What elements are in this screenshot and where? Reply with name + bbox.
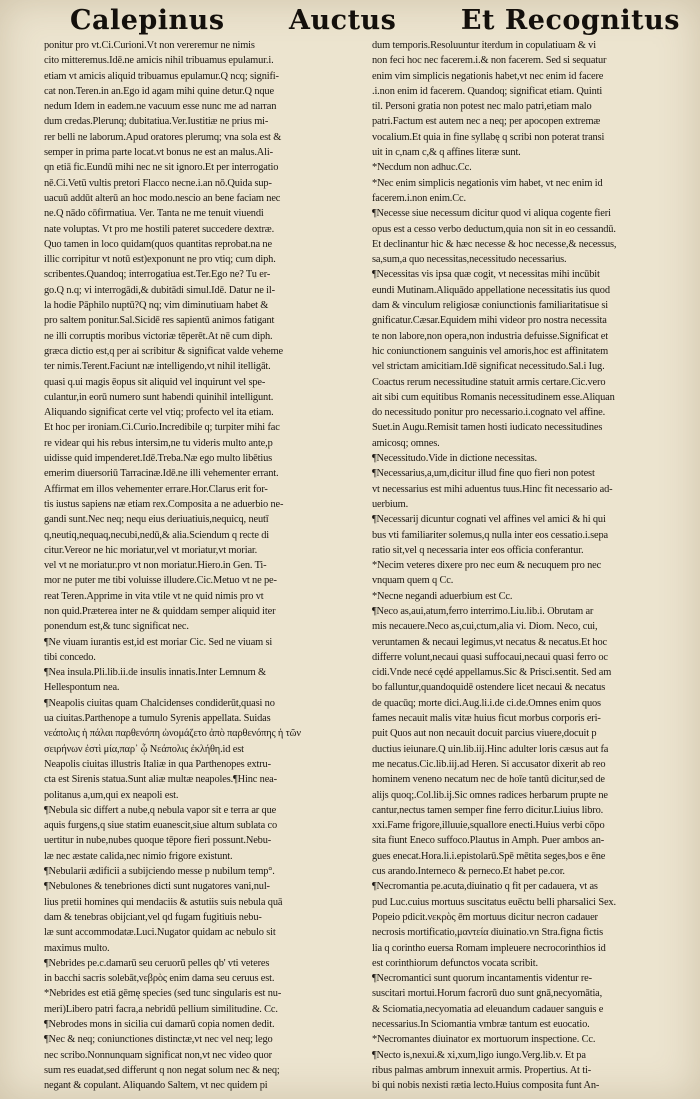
text-line: ¶Necessitas vis ipsa quæ cogit, vt necessitas mihi incūbit bbox=[372, 269, 600, 281]
text-line: ponitur pro vt.Ci.Curioni.Vt non vereremur ne nimis bbox=[44, 40, 255, 51]
text-line: Coactus rerum necessitudine statuit armis certare.Cic.vero bbox=[372, 376, 606, 388]
text-line: culantur,in eorū numero sunt habendi quinihil intelligunt. bbox=[44, 391, 274, 403]
text-line: ne.Q nādo cōfirmatiua. Ver. Tanta ne me tenuit viuendi bbox=[44, 208, 264, 220]
text-line: ratio sit,vel q necessaria inter eos officia conferantur. bbox=[372, 544, 584, 556]
text-line: vel vt ne moriatur.pro vt non moriatur.Hiero.in Gen. Ti- bbox=[44, 560, 267, 572]
text-line: νεάπολις ἡ πάλαι παρθενόπη ὠνομάζετο ἀπὸ παρθενόπης ἡ τῶν bbox=[44, 728, 301, 740]
text-line: Quo tamen in loco quidam(quos quantitas reprobat.na ne bbox=[44, 238, 272, 250]
text-line: pud Luc.cuius mortuus suscitatus euēctu belli pharsalici Sex. bbox=[372, 896, 616, 908]
text-line: cat non.Teren.in an.Ego id agam mihi quine detur.Q nque bbox=[44, 85, 274, 97]
text-line: la hodie Pāphilo nuptū?Q nq; vim diminutiuam habet & bbox=[44, 300, 269, 312]
text-line: citur.Vereor ne hic moriatur,vel vt moriatur,vt moriar. bbox=[44, 544, 258, 556]
text-line: go.Q n.q; vi interrogādi,& dubitādi simul.Idē. Datur ne il- bbox=[44, 284, 275, 296]
text-line: gnificatur.Cæsar.Equidem mihi videor pro nostra necessita bbox=[372, 315, 607, 327]
text-line: ductius ieiunare.Q uin.lib.iij.Hinc adulter loris cæsus aut fa bbox=[372, 743, 609, 755]
text-line: aquis furgens,q siue statim euanescit,siue altum sublata co bbox=[44, 820, 278, 832]
text-line: meri)Libero patri facra,a nebridū pellium similitudine. Cc. bbox=[44, 1003, 278, 1015]
text-line: xxi.Fame frigore,illuuie,squallore enecti.Huius verbi cōpo bbox=[372, 820, 605, 832]
text-line: ¶Necessitudo.Vide in dictione necessitas. bbox=[372, 453, 538, 465]
text-line: dam & vinculum religiosæ coniunctionis familiaritatisue si bbox=[372, 300, 609, 312]
text-line: σειρήνων ἐστὶ μία,παρ᾽ ᾧ Νεάπολις ἐκλήθη.id est bbox=[44, 743, 244, 755]
text-line: nec scribo.Nonnunquam significat non,vt nec video quor bbox=[44, 1049, 272, 1061]
text-line: cito mitteremus.Idē.ne amicis nihil tribuamus epulamur.i. bbox=[44, 55, 274, 67]
text-line: ¶Nebrodes mons in sicilia cui damarū copia nomen dedit. bbox=[44, 1019, 275, 1030]
text-line: non quid.Præterea inter ne & quiddam semper aliquid iter bbox=[44, 605, 276, 617]
text-line: *Nebrides est etiā gēmę species (sed tunc singularis est nu- bbox=[44, 988, 282, 1000]
text-line: Neapolis ciuitas illustris Italiæ in qua Parthenopes extru- bbox=[44, 758, 271, 770]
text-line: ¶Neco as,aui,atum,ferro interrimo.Liu.lib.i. Obrutam ar bbox=[372, 605, 594, 617]
text-line: Affirmat em illos vehementer errare.Hor.Clarus erit for- bbox=[44, 483, 268, 495]
text-line: ponendum est,& tunc significat nec. bbox=[44, 621, 189, 633]
header-left: Calepinus bbox=[70, 5, 225, 36]
text-line: mor ne puter me tibi voluisse illudere.Cic.Metuo vt ne pe- bbox=[44, 575, 277, 587]
text-line: græca dictio est,q per ai scribitur & significat valde veheme bbox=[44, 345, 283, 357]
text-line: do necessitudo ponitur pro necessario.i.cognato vel affine. bbox=[372, 407, 606, 419]
text-columns bbox=[44, 38, 680, 1092]
text-line: cidi.Vnde necé cędé appellamus.Sic & Prisci.sentit. Sed am bbox=[372, 667, 612, 679]
text-line: te non labore,non opera,non industria defuisse.Significat et bbox=[372, 330, 608, 342]
text-line: etiam vt amicis aliquid tribuamus epulamur.Q ncq; signifi- bbox=[44, 70, 279, 82]
text-line: opus est a cesso verbo deductum,quia non sit in eo cessandū. bbox=[372, 223, 616, 235]
text-line: lia q corintho euersa Romam impleuere necrocorinthios id bbox=[372, 942, 606, 954]
text-line: *Necromantes diuinator ex mortuorum inspectione. Cc. bbox=[372, 1034, 596, 1046]
text-line: ¶Nebulones & tenebriones dicti sunt nugatores vani,nul- bbox=[44, 881, 270, 893]
text-line: in bacchi sacris solebāt,νεβρὸς enim dama seu ceruus est. bbox=[44, 973, 275, 985]
text-line: *Nec enim simplicis negationis vim habet, vt nec enim id bbox=[372, 177, 603, 189]
text-line: Et hoc per ironiam.Ci.Curio.Incredibile q; turpiter mihi fac bbox=[44, 422, 280, 434]
text-line: Et declinantur hic & hæc necesse & hoc necesse,& necessus, bbox=[372, 238, 617, 250]
text-line: facerem.i.non enim.Cc. bbox=[372, 192, 466, 204]
text-line: Hellespontum nea. bbox=[44, 682, 120, 694]
text-line: scribentes.Quandoq; interrogatiua est.Ter.Ego ne? Tu er- bbox=[44, 269, 271, 281]
text-line: hic coniunctionem sanguinis vel amoris,hoc est affinitatem bbox=[372, 345, 609, 357]
running-header bbox=[70, 0, 680, 38]
text-line: mis necauere.Neco as,cui,ctum,alia vi. Diom. Neco, cui, bbox=[372, 621, 598, 633]
text-line: negant & copulant. Aliquando Saltem, vt nec quidem pi bbox=[44, 1080, 268, 1092]
text-line: de quacūq; morte dici.Aug.li.i.de ci.de.Omnes enim quos bbox=[372, 697, 601, 709]
text-line: ¶Necessarius,a,um,dicitur illud fine quo fieri non potest bbox=[372, 468, 595, 480]
text-line: bo falluntur,quandoquidē ostendere licet necaui & necatus bbox=[372, 682, 606, 694]
text-line: dum credas.Plerunq; dubitatiua.Ver.Iustitiæ ne prius mi- bbox=[44, 116, 269, 128]
text-line: ¶Necromantia pe.acuta,diuinatio q fit per cadauera, vt as bbox=[372, 881, 598, 893]
text-line: alijs quoq;.Col.lib.ij.Sic omnes radices herbarum prupte ne bbox=[372, 789, 608, 801]
text-line: læ sunt accommodatæ.Luci.Nugator quidam ac nebulo sit bbox=[44, 927, 276, 939]
text-line: *Necim veteres dixere pro nec eum & necuquem pro nec bbox=[372, 560, 602, 572]
text-line: politanus a,um,qui ex neapoli est. bbox=[44, 789, 179, 801]
right-column bbox=[372, 38, 680, 1092]
text-line: nate voluptas. Vt pro me hostili pateret succedere dextræ. bbox=[44, 223, 275, 235]
text-line: læ nec æstate calida,nec nimio frigore existunt. bbox=[44, 850, 233, 862]
text-line: Aliquando significat certe vel vtiq; profecto vel ita etiam. bbox=[44, 407, 274, 419]
text-line: ¶Necto is,nexui.& xi,xum,ligo iungo.Verg.lib.v. Et pa bbox=[372, 1049, 586, 1061]
text-line: me necatus.Cic.lib.iij.ad Heren. Si accusator dixerit ab reo bbox=[372, 758, 606, 770]
text-line: ¶Ne viuam iurantis est,id est moriar Cic. Sed ne viuam si bbox=[44, 636, 273, 648]
text-line: enim vim simplicis negationis habet,vt nec enim id facere bbox=[372, 70, 604, 82]
text-line: bi qui nobis nexisti rætia lecto.Huius composita funt An- bbox=[372, 1080, 600, 1092]
text-line: uit in c,nam c,& q affines literæ sunt. bbox=[372, 147, 521, 159]
text-line: illic corripitur vt notū est)exponunt ne pro vtiq; cum diph. bbox=[44, 254, 276, 266]
text-line: ne illi corruptis moribus victoriæ tēperēt.At nē cum diph. bbox=[44, 330, 273, 342]
text-line: sum res euadat,sed differunt q non negat solum nec & neq; bbox=[44, 1064, 280, 1076]
text-line: eundi Mutinam.Aliquādo appellatione necessitatis ius quod bbox=[372, 284, 610, 296]
text-line: dam & tenebras obijciant,vel qd fugam fugitiuis nebu- bbox=[44, 911, 262, 923]
left-column bbox=[44, 38, 352, 1092]
text-line: ¶Neapolis ciuitas quam Chalcidenses condiderūt,quasi no bbox=[44, 697, 275, 709]
header-middle: Auctus bbox=[289, 5, 397, 36]
text-line: ait sibi cum equitibus Romanis necessitudinem esse.Aliquan bbox=[372, 391, 615, 403]
text-line: hominem veneno necatum nec de hoīe tantū dicitur,sed de bbox=[372, 774, 605, 786]
text-line: tis iustus sapiens næ etiam rex.Composita a ne aduerbio ne- bbox=[44, 498, 284, 510]
text-line: ¶Nebularii ædificii a subijciendo messe p nubilum temp°. bbox=[44, 866, 275, 878]
text-line: uertitur in nube,nubes quoque tēpore fieri possunt.Nebu- bbox=[44, 835, 272, 847]
text-line: vt necessarius est mihi aduentus tuus.Hinc fit necessario ad- bbox=[372, 483, 613, 495]
text-line: ¶Nebula sic differt a nube,q nebula vapor sit e terra ar que bbox=[44, 804, 277, 816]
text-line: ter nimis.Terent.Faciunt næ intelligendo,vt nihil itelligāt. bbox=[44, 361, 271, 373]
text-line: re videar qui his rebus intersim,ne tu videris multo ante,p bbox=[44, 437, 273, 449]
text-line: necessarius.In Sciomantia vmbræ tantum est euocatio. bbox=[372, 1019, 590, 1030]
text-line: semper in prima parte locat.vt bonus ne est an malus.Ali- bbox=[44, 147, 273, 159]
text-line: q,neutiq,nequaq,necubi,nedū,& alia.Sciendum q recte di bbox=[44, 529, 270, 541]
text-line: bus vti familiariter solemus,q nulla inter eos cessatio.i.sepa bbox=[372, 529, 608, 541]
text-line: .i.non enim id facerem. Quandoq; significat etiam. Quinti bbox=[372, 85, 603, 97]
text-line: ua ciuitas.Parthenope a tumulo Syrenis appellata. Suidas bbox=[44, 713, 271, 725]
text-line: cus arando.Interneco & perneco.Et habet pe.cor. bbox=[372, 866, 565, 878]
text-line: & Sciomatia,necyomatia ad eleuandum cadauer sanguis e bbox=[372, 1003, 604, 1015]
text-line: ribus palmas ambrum innexuit armis. Propertius. At ti- bbox=[372, 1064, 592, 1076]
text-line: qn etiā fic.Eundū mihi nec ne sit ignoro.Et per interrogatio bbox=[44, 162, 279, 174]
text-line: vocalium.Et quia in fine syllabę q scribi non poterat transi bbox=[372, 131, 605, 143]
text-line: gandi sunt.Nec neq; nequ eius deriuatiuis,nequicq, neutī bbox=[44, 514, 269, 526]
text-line: Suet.in Augu.Remisit tamen hosti iudicato necessitudines bbox=[372, 422, 603, 434]
text-line: sita fiunt Eneco suffoco.Plautus in Amph. Puer ambos an- bbox=[372, 835, 605, 847]
text-line: ¶Nea insula.Pli.lib.ii.de insulis innatis.Inter Lemnum & bbox=[44, 667, 266, 679]
text-line: pro saltem ponitur.Sal.Sicidē res sapientū animos fatigant bbox=[44, 315, 275, 327]
text-line: ¶Nebrides pe.c.damarū seu ceruorū pelles qb' vti veteres bbox=[44, 957, 270, 969]
text-line: quasi q.ui magis ēopus sit aliquid vel inquirunt vel spe- bbox=[44, 376, 266, 388]
text-line: differre volunt,necaui quasi suffocaui,necaui quasi ferro oc bbox=[372, 651, 608, 663]
text-line: tibi concedo. bbox=[44, 651, 96, 663]
text-line: veruntamen & necaui legimus,vt necatus & necatus.Et hoc bbox=[372, 636, 607, 648]
text-line: ¶Necromantici sunt quorum incantamentis videntur re- bbox=[372, 973, 592, 985]
text-line: lius pretii homines qui mendaciis & astutiis suis nebula quā bbox=[44, 896, 283, 908]
text-line: est corinthiorum defunctos vocata scribit. bbox=[372, 957, 538, 969]
text-line: nedum Idem in eadem.ne vacuum esse nunc me ad narran bbox=[44, 101, 277, 113]
text-line: reat Teren.Apprime in vita vtile vt ne quid nimis pro vt bbox=[44, 590, 264, 602]
text-line: puit Quos aut non necauit docuit parcius viuere,docuit p bbox=[372, 728, 597, 740]
text-line: uerbium. bbox=[372, 498, 409, 510]
text-line: amicosq; omnes. bbox=[372, 437, 440, 449]
text-line: necrosis mortificatio,μαντεία diuinatio.vn Stra.figna fictis bbox=[372, 927, 603, 939]
text-line: dum temporis.Resoluuntur iterdum in copulatiuam & vi bbox=[372, 40, 596, 51]
text-line: Popeio pdicit.νεκρὸς ēm mortuus dicitur necron cadauer bbox=[372, 911, 598, 923]
text-line: maximus multo. bbox=[44, 942, 110, 954]
text-line: emerim diuersoriū Tarracinæ.Idē.ne illi vehementer errant. bbox=[44, 468, 279, 480]
text-line: *Necne negandi aduerbium est Cc. bbox=[372, 590, 513, 602]
text-line: uacuū addūt alterū an hoc modo.nescio an bene faciam nec bbox=[44, 192, 281, 204]
text-line: vnquam quem q Cc. bbox=[372, 575, 454, 587]
text-line: *Necdum non adhuc.Cc. bbox=[372, 162, 472, 174]
text-line: uidisse quid impenderet.Idē.Treba.Næ ego multo libētius bbox=[44, 453, 273, 465]
text-line: ¶Nec & neq; coniunctiones distinctæ,vt nec vel neq; lego bbox=[44, 1034, 273, 1046]
text-line: til. Personi gratia non potest nec malo patri,etiam malo bbox=[372, 101, 592, 113]
text-line: patri.Factum est autem nec a neq; per apocopen extremæ bbox=[372, 116, 601, 128]
text-line: gues enecat.Hora.li.i.epistolarū.Spē mētita seges,bos e ēne bbox=[372, 850, 606, 862]
text-line: suscitari mortui.Horum facrorū duo sunt gnā,necyomātia, bbox=[372, 988, 603, 1000]
text-line: rer belli ne laborum.Apud oratores plerumq; vna sola est & bbox=[44, 131, 282, 143]
text-line: fames necauit malis vitæ huius ficut morbus corporis eri- bbox=[372, 713, 601, 725]
text-line: cantur,nectus tamen semper fine ferro dicitur.Liuius libro. bbox=[372, 804, 604, 816]
text-line: ¶Necessarij dicuntur cognati vel affines vel amici & hi qui bbox=[372, 514, 606, 526]
text-line: non feci hoc nec facerem.i.& non facerem. Sed si sequatur bbox=[372, 55, 607, 67]
text-line: cta est Sirenis statua.Sunt aliæ multæ neapoles.¶Hinc nea- bbox=[44, 774, 277, 786]
text-line: sa,sum,a quo necessitas,necessitudo necessarius. bbox=[372, 254, 567, 266]
text-line: ¶Necesse siue necessum dicitur quod vi aliqua cogente fieri bbox=[372, 208, 611, 220]
text-line: nē.Ci.Vetū vultis pretori Flacco necne.i.an nō.Quida sup- bbox=[44, 177, 272, 189]
header-right: Et Recognitus bbox=[460, 5, 680, 36]
text-line: vel strictam amicitiam.Idē significat necessitudo.Sal.i Iug. bbox=[372, 361, 605, 373]
